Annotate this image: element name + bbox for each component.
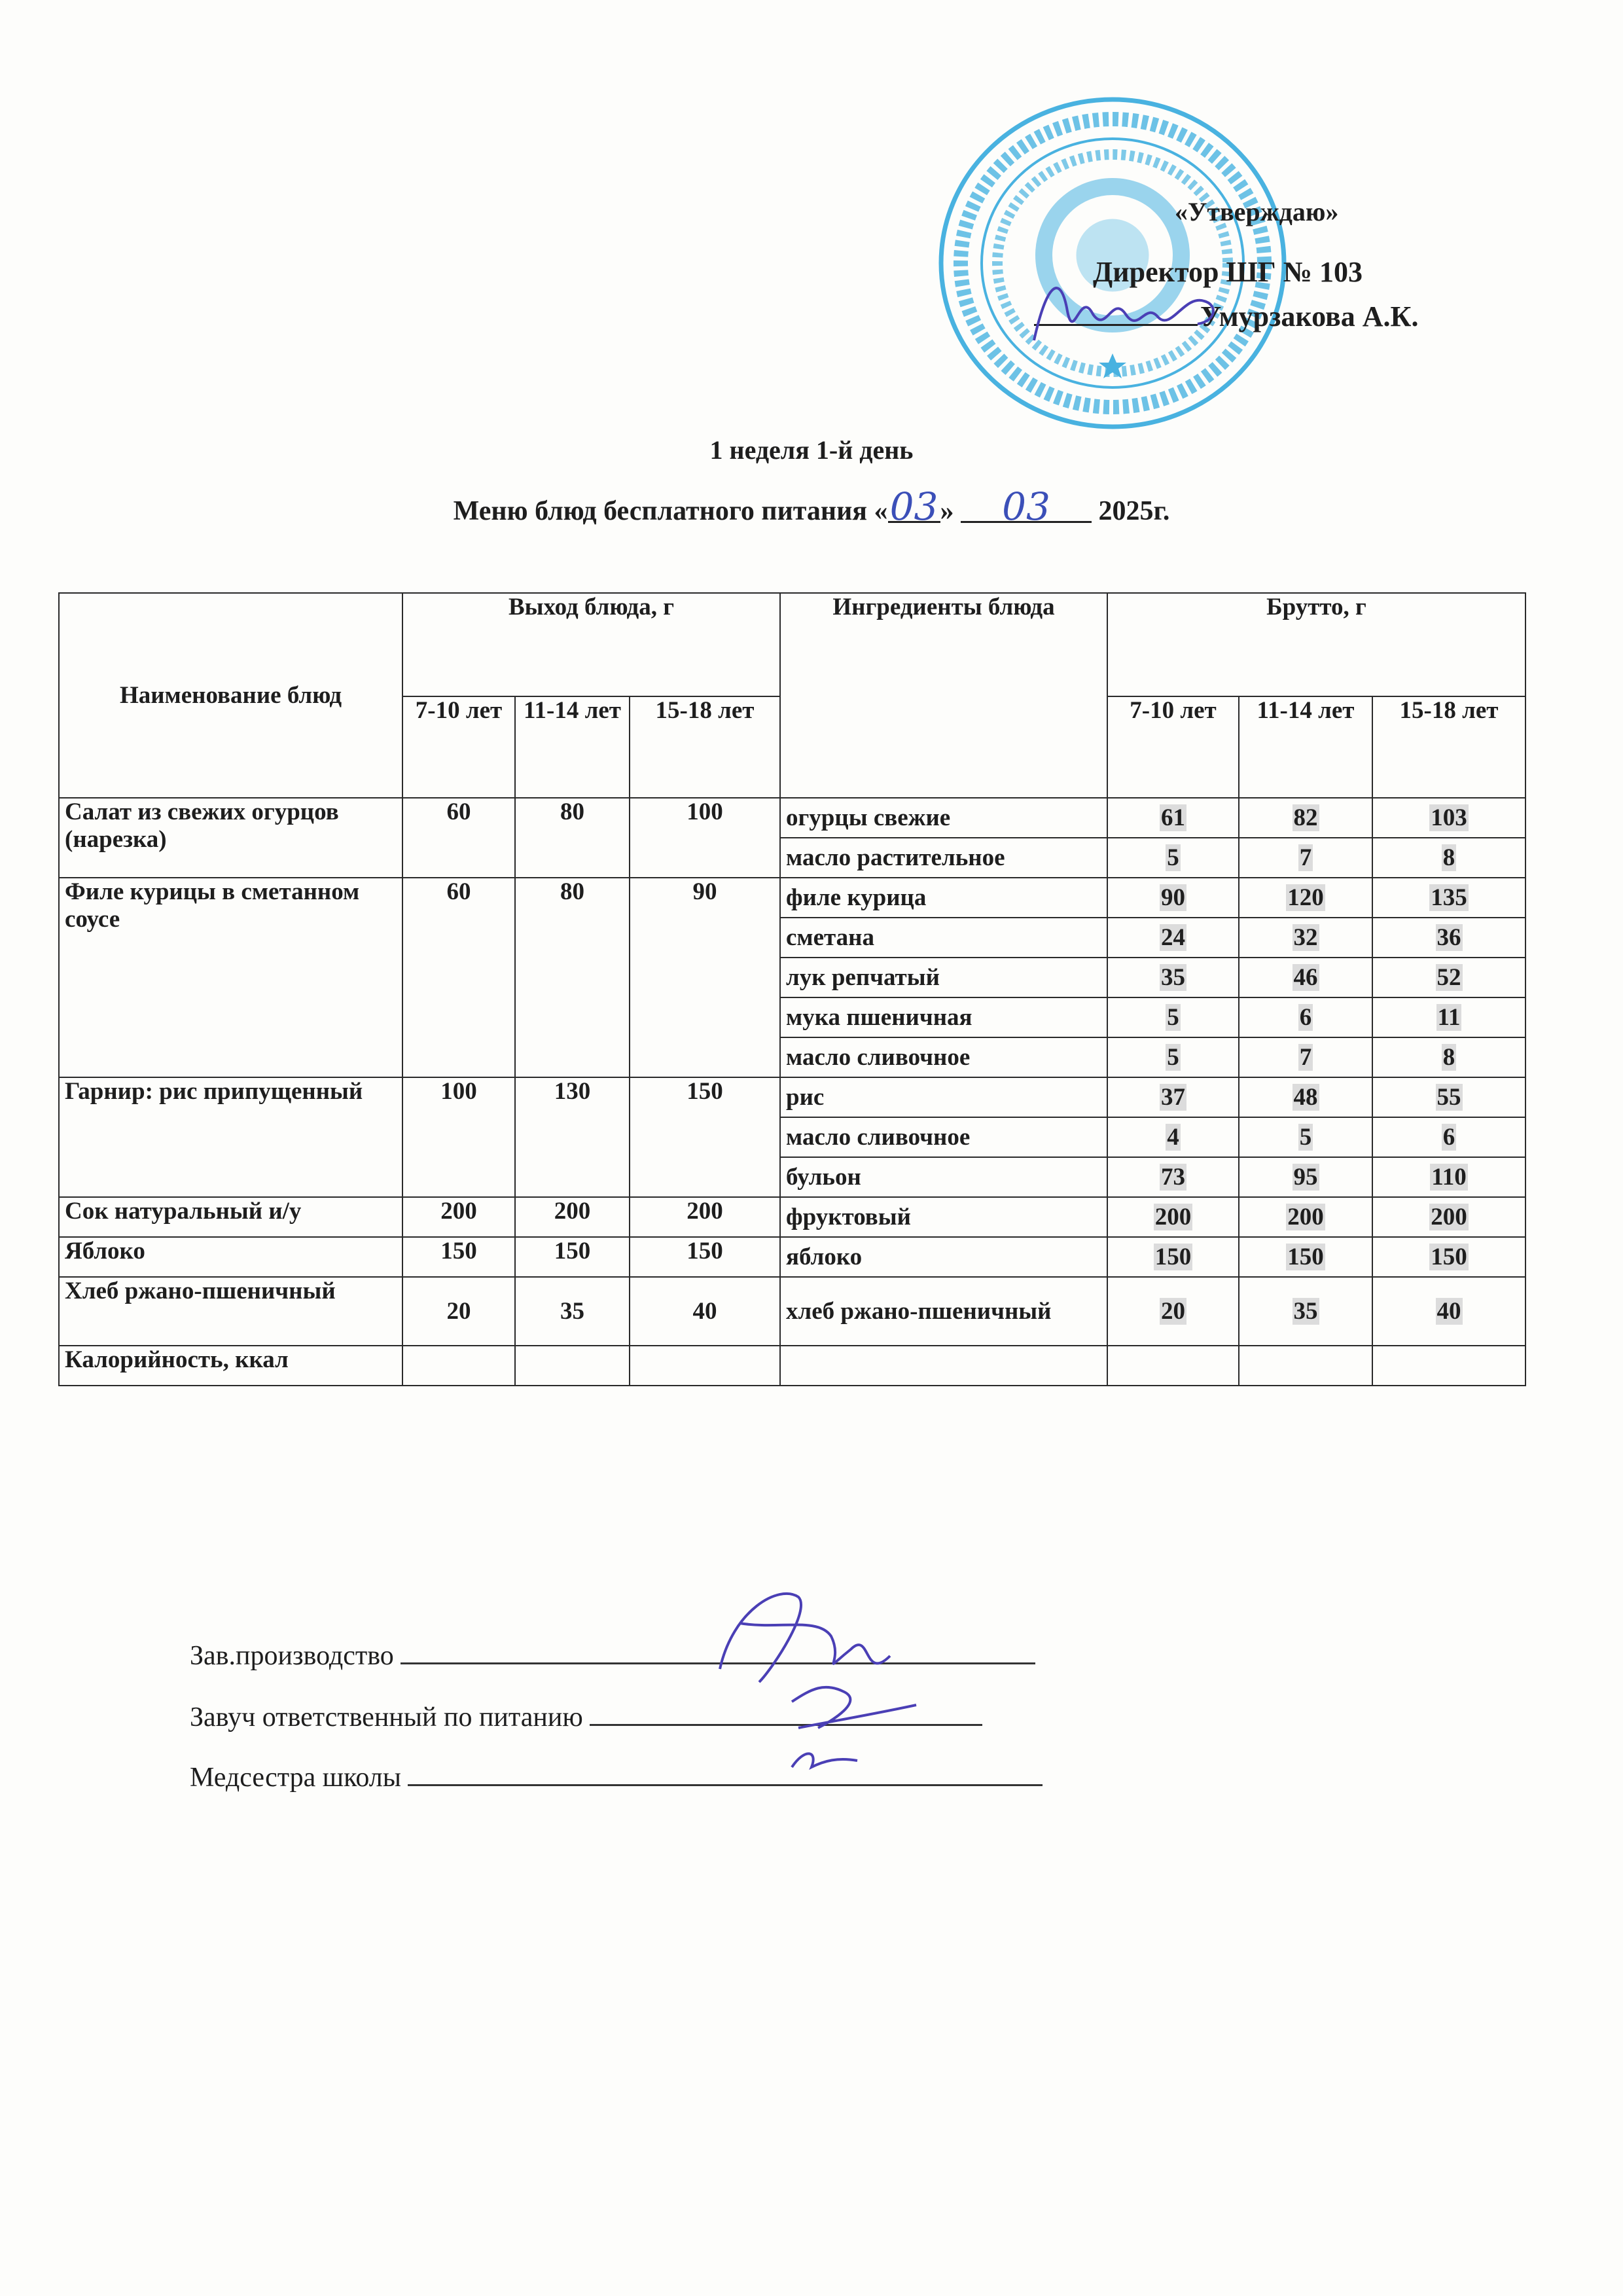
header-yield-age: 7-10 лет bbox=[402, 696, 515, 798]
header-ingredients: Ингредиенты блюда bbox=[780, 593, 1107, 798]
calories-label: Калорийность, ккал bbox=[59, 1346, 402, 1386]
gross-cell bbox=[1239, 1197, 1372, 1237]
gross-value: 73 bbox=[1161, 1163, 1185, 1191]
dish-name: Яблоко bbox=[59, 1237, 402, 1277]
gross-value: 150 bbox=[1287, 1243, 1324, 1270]
gross-value: 6 bbox=[1299, 1003, 1312, 1031]
gross-cell bbox=[1239, 1277, 1372, 1346]
gross-cell bbox=[1372, 1277, 1525, 1346]
gross-cell bbox=[1239, 997, 1372, 1037]
dish-yield: 90 bbox=[630, 878, 780, 1077]
dish-yield: 100 bbox=[402, 1077, 515, 1197]
dish-yield: 150 bbox=[515, 1237, 630, 1277]
ingredient-name: бульон bbox=[780, 1157, 1107, 1197]
gross-cell bbox=[1107, 1077, 1239, 1117]
gross-value: 61 bbox=[1161, 804, 1185, 831]
gross-value: 5 bbox=[1167, 1003, 1179, 1031]
gross-cell bbox=[1107, 1037, 1239, 1077]
ingredient-name: лук репчатый bbox=[780, 958, 1107, 997]
gross-cell bbox=[1239, 1037, 1372, 1077]
dish-yield: 80 bbox=[515, 878, 630, 1077]
gross-value: 35 bbox=[1161, 963, 1185, 991]
dish-yield: 200 bbox=[402, 1197, 515, 1237]
gross-value: 82 bbox=[1293, 804, 1318, 831]
gross-value: 40 bbox=[1436, 1297, 1461, 1325]
gross-cell bbox=[1239, 958, 1372, 997]
gross-value: 150 bbox=[1154, 1243, 1192, 1270]
gross-cell bbox=[1239, 918, 1372, 958]
gross-cell bbox=[1107, 918, 1239, 958]
director-name: Умурзакова А.К. bbox=[1200, 300, 1419, 332]
dish-yield: 150 bbox=[402, 1237, 515, 1277]
table-row bbox=[59, 878, 1525, 918]
director-title: Директор ШГ № 103 bbox=[1093, 256, 1363, 288]
gross-value: 8 bbox=[1442, 1043, 1455, 1071]
gross-value: 150 bbox=[1431, 1243, 1467, 1270]
calories-row bbox=[59, 1346, 1525, 1386]
quote-close: » bbox=[940, 496, 954, 526]
gross-cell bbox=[1372, 1037, 1525, 1077]
menu-table bbox=[58, 592, 1526, 1386]
gross-cell bbox=[1107, 1197, 1239, 1237]
header-yield-age: 11-14 лет bbox=[515, 696, 630, 798]
gross-cell bbox=[1107, 1277, 1239, 1346]
dish-yield: 60 bbox=[402, 798, 515, 878]
gross-value: 200 bbox=[1154, 1203, 1192, 1230]
deputy-label: Завуч ответственный по питанию bbox=[190, 1702, 583, 1732]
ingredient-name: огурцы свежие bbox=[780, 798, 1107, 838]
header-gross-age: 11-14 лет bbox=[1239, 696, 1372, 798]
header-gross: Брутто, г bbox=[1107, 593, 1525, 696]
gross-value: 32 bbox=[1293, 924, 1318, 951]
gross-cell bbox=[1372, 997, 1525, 1037]
gross-cell bbox=[1107, 1117, 1239, 1157]
gross-value: 120 bbox=[1287, 884, 1324, 911]
gross-value: 37 bbox=[1161, 1083, 1185, 1111]
gross-cell bbox=[1372, 1157, 1525, 1197]
gross-value: 52 bbox=[1436, 963, 1461, 991]
ingredient-name: сметана bbox=[780, 918, 1107, 958]
gross-value: 20 bbox=[1161, 1297, 1185, 1325]
calories-cell bbox=[1107, 1346, 1239, 1386]
table-row bbox=[59, 1197, 1525, 1237]
header-dish: Наименование блюд bbox=[59, 593, 402, 798]
ingredient-name: филе курица bbox=[780, 878, 1107, 918]
gross-cell bbox=[1372, 1237, 1525, 1277]
table-row bbox=[59, 1277, 1525, 1346]
dish-yield: 20 bbox=[402, 1277, 515, 1346]
calories-cell bbox=[515, 1346, 630, 1386]
gross-cell bbox=[1372, 1117, 1525, 1157]
gross-cell bbox=[1107, 1157, 1239, 1197]
dish-yield: 130 bbox=[515, 1077, 630, 1197]
gross-value: 95 bbox=[1293, 1163, 1318, 1191]
gross-cell bbox=[1372, 1077, 1525, 1117]
ingredient-name: масло растительное bbox=[780, 838, 1107, 878]
gross-value: 200 bbox=[1431, 1203, 1467, 1230]
gross-cell bbox=[1239, 1237, 1372, 1277]
calories-cell bbox=[630, 1346, 780, 1386]
gross-value: 135 bbox=[1431, 884, 1467, 911]
ingredient-name: хлеб ржано-пшеничный bbox=[780, 1277, 1107, 1346]
ingredient-name: рис bbox=[780, 1077, 1107, 1117]
gross-value: 200 bbox=[1287, 1203, 1324, 1230]
gross-value: 8 bbox=[1442, 844, 1455, 871]
dish-yield: 80 bbox=[515, 798, 630, 878]
gross-value: 6 bbox=[1442, 1123, 1455, 1151]
gross-value: 11 bbox=[1437, 1003, 1461, 1031]
dish-name: Гарнир: рис припущенный bbox=[59, 1077, 402, 1197]
dish-yield: 150 bbox=[630, 1077, 780, 1197]
header-yield-age: 15-18 лет bbox=[630, 696, 780, 798]
production-head-label: Зав.производство bbox=[190, 1641, 394, 1671]
gross-cell bbox=[1239, 1157, 1372, 1197]
gross-cell bbox=[1239, 798, 1372, 838]
gross-cell bbox=[1239, 1117, 1372, 1157]
week-day-label: 1 неделя 1-й день bbox=[709, 435, 914, 465]
ingredient-name: масло сливочное bbox=[780, 1037, 1107, 1077]
director-signature bbox=[1021, 268, 1230, 360]
gross-value: 4 bbox=[1167, 1123, 1179, 1151]
date-year: 2025г. bbox=[1098, 496, 1170, 526]
gross-cell bbox=[1107, 798, 1239, 838]
gross-cell bbox=[1372, 1197, 1525, 1237]
ingredient-name: масло сливочное bbox=[780, 1117, 1107, 1157]
gross-value: 24 bbox=[1161, 924, 1185, 951]
gross-cell bbox=[1372, 918, 1525, 958]
calories-cell bbox=[1239, 1346, 1372, 1386]
dish-name: Сок натуральный и/у bbox=[59, 1197, 402, 1237]
ingredient-name: мука пшеничная bbox=[780, 997, 1107, 1037]
header-yield: Выход блюда, г bbox=[402, 593, 780, 696]
gross-cell bbox=[1239, 878, 1372, 918]
gross-cell bbox=[1372, 838, 1525, 878]
gross-value: 90 bbox=[1161, 884, 1185, 911]
dish-yield: 150 bbox=[630, 1237, 780, 1277]
gross-value: 5 bbox=[1167, 1043, 1179, 1071]
dish-name: Хлеб ржано-пшеничный bbox=[59, 1277, 402, 1346]
gross-cell bbox=[1372, 798, 1525, 838]
dish-yield: 200 bbox=[630, 1197, 780, 1237]
calories-cell bbox=[1372, 1346, 1525, 1386]
gross-value: 55 bbox=[1436, 1083, 1461, 1111]
gross-cell bbox=[1107, 958, 1239, 997]
gross-value: 5 bbox=[1167, 844, 1179, 871]
gross-value: 7 bbox=[1299, 1043, 1312, 1071]
gross-cell bbox=[1107, 878, 1239, 918]
calories-cell bbox=[402, 1346, 515, 1386]
ingredient-name: фруктовый bbox=[780, 1197, 1107, 1237]
header-gross-age: 7-10 лет bbox=[1107, 696, 1239, 798]
dish-name: Салат из свежих огурцов (нарезка) bbox=[59, 798, 402, 878]
gross-cell bbox=[1372, 958, 1525, 997]
gross-cell bbox=[1107, 1237, 1239, 1277]
dish-yield: 100 bbox=[630, 798, 780, 878]
gross-cell bbox=[1372, 878, 1525, 918]
menu-title-prefix: Меню блюд бесплатного питания « bbox=[453, 496, 888, 526]
approval-label: «Утверждаю» bbox=[1175, 197, 1339, 226]
handwritten-signatures bbox=[700, 1571, 936, 1787]
gross-value: 7 bbox=[1299, 844, 1312, 871]
gross-value: 103 bbox=[1431, 804, 1467, 831]
dish-name: Филе курицы в сметанном соусе bbox=[59, 878, 402, 1077]
gross-value: 36 bbox=[1436, 924, 1461, 951]
dish-yield: 35 bbox=[515, 1277, 630, 1346]
gross-value: 5 bbox=[1299, 1123, 1312, 1151]
gross-value: 46 bbox=[1293, 963, 1318, 991]
gross-value: 110 bbox=[1431, 1163, 1467, 1191]
date-day: 03 bbox=[888, 492, 940, 523]
gross-value: 48 bbox=[1293, 1083, 1318, 1111]
dish-yield: 40 bbox=[630, 1277, 780, 1346]
gross-cell bbox=[1239, 1077, 1372, 1117]
dish-yield: 60 bbox=[402, 878, 515, 1077]
menu-title bbox=[0, 484, 1623, 529]
date-month: 03 bbox=[961, 492, 1092, 523]
ingredient-name: яблоко bbox=[780, 1237, 1107, 1277]
table-row bbox=[59, 798, 1525, 838]
gross-cell bbox=[1239, 838, 1372, 878]
gross-cell bbox=[1107, 997, 1239, 1037]
gross-cell bbox=[1107, 838, 1239, 878]
table-row bbox=[59, 1077, 1525, 1117]
header-gross-age: 15-18 лет bbox=[1372, 696, 1525, 798]
dish-yield: 200 bbox=[515, 1197, 630, 1237]
nurse-label: Медсестра школы bbox=[190, 1763, 401, 1793]
calories-cell bbox=[780, 1346, 1107, 1386]
table-row bbox=[59, 1237, 1525, 1277]
gross-value: 35 bbox=[1293, 1297, 1318, 1325]
